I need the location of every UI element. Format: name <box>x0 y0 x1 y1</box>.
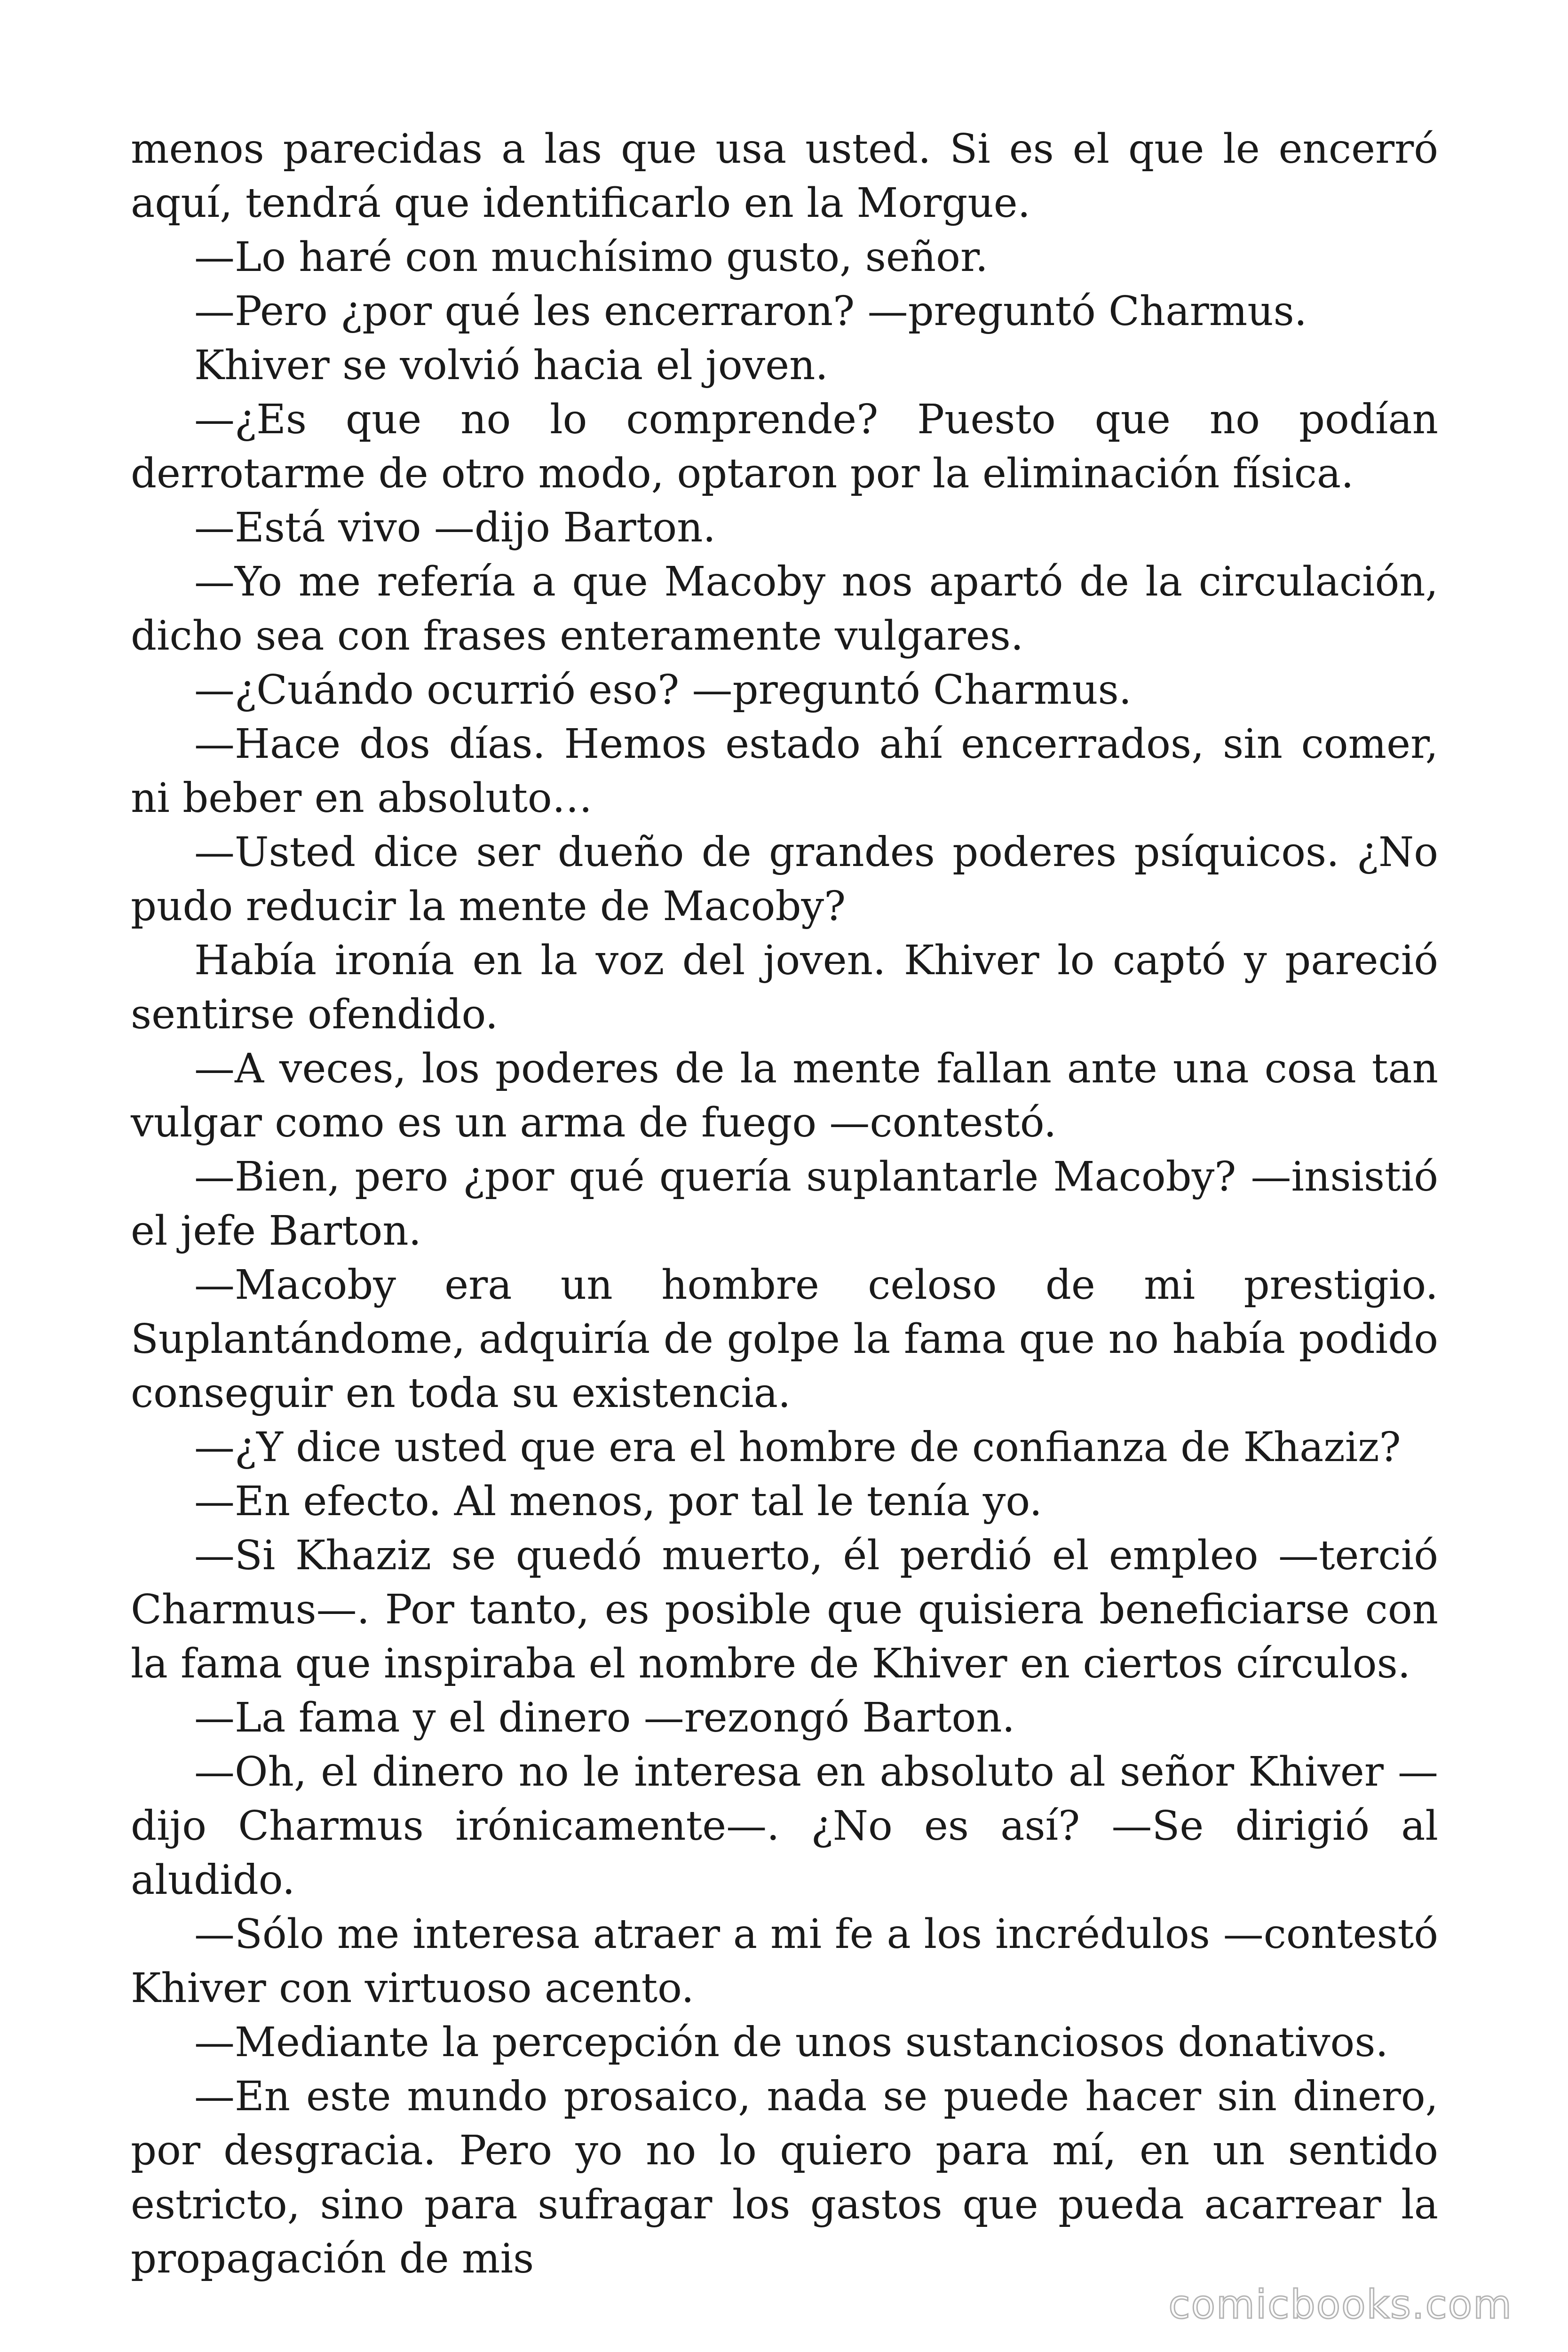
paragraph: —Oh, el dinero no le interesa en absoluto al señor Khiver —dijo Charmus irónicamente—. ¿No es así? —Se dirigió al aludido. <box>131 1748 1438 1904</box>
paragraph: —A veces, los poderes de la mente fallan ante una cosa tan vulgar como es un arma de fuego —contestó. <box>131 1045 1438 1146</box>
paragraph: —¿Es que no lo comprende? Puesto que no podían derrotarme de otro modo, optaron por la eliminación física. <box>131 396 1438 497</box>
paragraph: —Macoby era un hombre celoso de mi prestigio. Suplantándome, adquiría de golpe la fama que no había podido conseguir en toda su existencia. <box>131 1262 1438 1417</box>
page-body-text <box>131 122 1438 2286</box>
paragraph: —Pero ¿por qué les encerraron? —preguntó Charmus. <box>194 288 1307 335</box>
paragraph: —Hace dos días. Hemos estado ahí encerrados, sin comer, ni beber en absoluto… <box>131 721 1438 822</box>
paragraph: —Bien, pero ¿por qué quería suplantarle Macoby? —insistió el jefe Barton. <box>131 1153 1438 1255</box>
paragraph: Había ironía en la voz del joven. Khiver lo captó y pareció sentirse ofendido. <box>131 937 1438 1038</box>
paragraph: —En este mundo prosaico, nada se puede hacer sin dinero, por desgracia. Pero yo no lo quiero para mí, en un sentido estricto, sino para sufragar los gastos que pueda acarrear la propagación de mis <box>131 2073 1438 2282</box>
paragraph: —Usted dice ser dueño de grandes poderes psíquicos. ¿No pudo reducir la mente de Macoby? <box>131 829 1438 930</box>
paragraph: —La fama y el dinero —rezongó Barton. <box>194 1694 1015 1741</box>
paragraph: —Está vivo —dijo Barton. <box>194 504 716 551</box>
paragraph: —Sólo me interesa atraer a mi fe a los incrédulos —contestó Khiver con virtuoso acento. <box>131 1911 1438 2012</box>
paragraph: —En efecto. Al menos, por tal le tenía yo. <box>194 1478 1042 1525</box>
paragraph: —¿Y dice usted que era el hombre de confianza de Khaziz? <box>194 1424 1401 1471</box>
site-watermark: comicbooks.com <box>1168 2281 1513 2328</box>
paragraph: —Yo me refería a que Macoby nos apartó de la circulación, dicho sea con frases enteramente vulgares. <box>131 558 1438 660</box>
paragraph: menos parecidas a las que usa usted. Si es el que le encerró aquí, tendrá que identificarlo en la Morgue. <box>131 126 1438 227</box>
paragraph: Khiver se volvió hacia el joven. <box>194 342 828 389</box>
paragraph: —¿Cuándo ocurrió eso? —preguntó Charmus. <box>194 667 1132 714</box>
paragraph: —Lo haré con muchísimo gusto, señor. <box>194 234 988 281</box>
paragraph: —Mediante la percepción de unos sustanciosos donativos. <box>194 2019 1388 2066</box>
paragraph: —Si Khaziz se quedó muerto, él perdió el empleo —terció Charmus—. Por tanto, es posible que quisiera beneficiarse con la fama que inspiraba el nombre de Khiver en ciertos círculos. <box>131 1532 1438 1687</box>
